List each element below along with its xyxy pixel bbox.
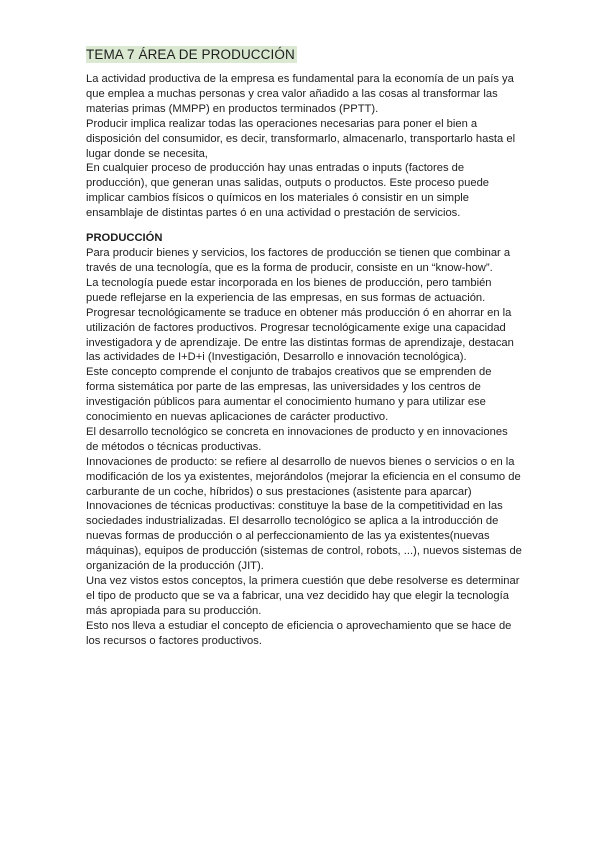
section-paragraph: Innovaciones de producto: se refiere al desarrollo de nuevos bienes o servicios o en la modificación de los ya existentes, mejorándolos (mejorar la eficiencia en el consumo de carburante de un coche, híbridos) o sus prestaciones (asistente para aparcar)	[86, 455, 521, 498]
section-paragraph: Para producir bienes y servicios, los factores de producción se tienen que combinar a través de una tecnología, que es la forma de producir, consiste en un “know-how”.	[86, 247, 511, 274]
intro-paragraph: La actividad productiva de la empresa es fundamental para la economía de un país ya que emplea a muchas personas y crea valor añadido a las cosas al transformar las materias primas (MMPP) en productos terminados (PPTT).	[86, 73, 514, 115]
section-paragraph: Innovaciones de técnicas productivas: constituye la base de la competitividad en las sociedades industrializadas. El desarrollo tecnológico se aplica a la introducción de nuevas formas de producción o al perfeccionamiento de las ya existentes(nuevas máquinas), equipos de producción (sistemas de control, robots, ...), nuevos sistemas de organización de la producción (JIT).	[86, 500, 522, 573]
section-paragraph: Esto nos lleva a estudiar el concepto de eficiencia o aprovechamiento que se hace de los recursos o factores productivos.	[86, 619, 512, 647]
intro-paragraph: Producir implica realizar todas las operaciones necesarias para poner el bien a disposición del consumidor, es decir, transformarlo, almacenarlo, transportarlo hasta el lugar donde se necesita,	[86, 117, 516, 160]
section-paragraph: Una vez vistos estos conceptos, la primera cuestión que debe resolverse es determinar el tipo de producto que se va a fabricar, una vez decidido hay que elegir la tecnología más apropiada para su producción.	[86, 575, 520, 617]
production-section	[86, 246, 522, 648]
section-paragraph: La tecnología puede estar incorporada en los bienes de producción, pero también puede reflejarse en la experiencia de las empresas, en sus formas de actuación.	[86, 276, 492, 304]
section-heading: PRODUCCIÓN	[86, 232, 163, 245]
document-page	[86, 46, 522, 649]
intro-paragraph: En cualquier proceso de producción hay unas entradas o inputs (factores de producción), que generan unas salidas, outputs o productos. Este proceso puede implicar cambios físicos o químicos en los materiales ó consistir en un simple ensamblaje de distintas partes ó en una actividad o prestación de servicios.	[86, 162, 490, 220]
intro-section	[86, 72, 522, 221]
section-paragraph: Progresar tecnológicamente se traduce en obtener más producción ó en ahorrar en la utilización de factores productivos. Progresar tecnológicamente exige una capacidad investigadora y de aprendizaje. De entre las distintas formas de aprendizaje, destacan las actividades de I+D+i (Investigación, Desarrollo e innovación tecnológica).	[86, 306, 514, 364]
document-title: TEMA 7 ÁREA DE PRODUCCIÓN	[86, 47, 295, 62]
section-paragraph: El desarrollo tecnológico se concreta en innovaciones de producto y en innovaciones de métodos o técnicas productivas.	[86, 425, 508, 453]
section-paragraph: Este concepto comprende el conjunto de trabajos creativos que se emprenden de forma sistemática por parte de las empresas, las universidades y los centros de investigación públicos para aumentar el conocimiento humano y para utilizar ese conocimiento en nuevas aplicaciones de carácter productivo.	[86, 366, 492, 424]
